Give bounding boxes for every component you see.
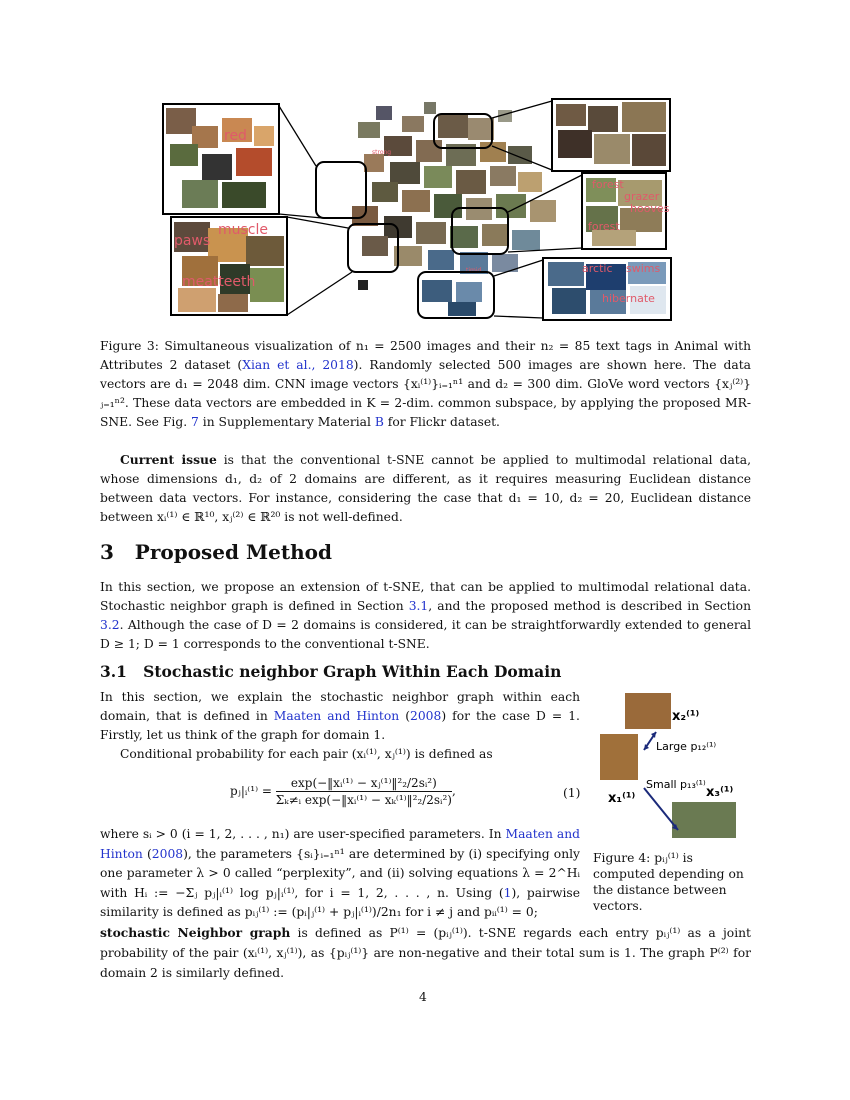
tag-red: red — [224, 128, 247, 144]
central-image-cloud — [352, 102, 556, 316]
section-3-1-ref[interactable]: 3.1 — [408, 599, 429, 613]
equation-fraction — [276, 776, 452, 807]
tag-timid: timid — [466, 267, 482, 274]
tag-muscle: muscle — [218, 222, 269, 238]
equation-lhs: pⱼ|ᵢ⁽¹⁾ = — [230, 784, 272, 798]
label-large-p12: Large p₁₂⁽¹⁾ — [656, 740, 717, 753]
caption-label: Figure 3: — [100, 339, 159, 353]
dog-image — [600, 734, 638, 780]
fig-7-ref[interactable]: 7 — [191, 415, 199, 429]
tag-strong: strong — [372, 149, 392, 156]
equation-1: pⱼ|ᵢ⁽¹⁾ = $\frac{\text{exp(−‖xᵢ⁽¹⁾ − xⱼ⁽¹⁾‖²₂/2sᵢ²)}}{\text{Σₖ≠ᵢ exp(−‖xᵢ⁽¹⁾ − xₖ⁽¹⁾‖²₂/2sᵢ²)}}$ , — [230, 776, 456, 807]
section-3-1-paragraph-1: In this section, we explain the stochastic neighbor graph within each domain, that is defined in Maaten and Hinton (2008) for the case D = 1. Firstly, let us think of the graph for domain 1. Conditional probability for each pair (xᵢ⁽¹⁾, xⱼ⁽¹⁾) is defined as — [100, 688, 580, 764]
section-3-1-paragraph-2: where sᵢ > 0 (i = 1, 2, . . . , n₁) are user-specified parameters. In Maaten and Hinton (2008), the parameters {sᵢ}ᵢ₌₁ⁿ¹ are determined by (i) specifying only one parameter λ > 0 called “perplexity”, and (ii) solving equations λ = 2^Hᵢ with Hᵢ := −Σⱼ pⱼ|ᵢ⁽¹⁾ log pⱼ|ᵢ⁽¹⁾, for i = 1, 2, . . . , n. Using (1), pairwise similarity is defined as pᵢⱼ⁽¹⁾ := (pᵢ|ⱼ⁽¹⁾ + pⱼ|ᵢ⁽¹⁾)/2n₁ for i ≠ j and pᵢᵢ⁽¹⁾ = 0; — [100, 827, 580, 919]
wolf-image — [625, 693, 671, 729]
tag-hibernate: hibernate — [602, 292, 655, 305]
figure-3-caption: Figure 3: Simultaneous visualization of n₁ = 2500 images and their n₂ = 85 text tags in Animal with Attributes 2 dataset (Xian et al., 2018). Randomly selected 500 images are shown here. The data vectors are d₁ = 2048 dim. CNN image vectors {xᵢ⁽¹⁾}ᵢ₌₁ⁿ¹ and d₂ = 300 dim. GloVe word vectors {xⱼ⁽²⁾}ⱼ₌₁ⁿ². These data vectors are embedded in K = 2-dim. common subspace, by applying the proposed MR-SNE. See Fig. 7 in Supplementary Material B for Flickr dataset. — [100, 339, 751, 429]
tag-forest: forest — [592, 178, 624, 191]
tag-meatteeth: meatteeth — [182, 274, 256, 290]
elephant-image — [672, 802, 736, 838]
label-x1: x₁⁽¹⁾ — [608, 791, 636, 806]
figure-4-caption: Figure 4: pᵢⱼ⁽¹⁾ is computed depending on the distance between vectors. — [593, 851, 744, 913]
section-3-intro: In this section, we propose an extension of t-SNE, that can be applied to multimodal relational data. Stochastic neighbor graph is defined in Section 3.1, and the proposed method is described in Section 3.2. Although the case of D = 2 domains is considered, it can be straightforwardly extended to general D ≥ 1; D = 1 corresponds to the conventional t-SNE. — [100, 580, 751, 651]
section-3-1-heading: 3.1 Stochastic neighbor Graph Within Each Domain — [100, 662, 562, 681]
figure-3-image-cloud — [162, 96, 674, 322]
tag-forest-2: forest — [588, 220, 620, 233]
citation-xian[interactable]: Xian et al., 2018 — [242, 358, 354, 372]
page-number: 4 — [419, 990, 427, 1004]
tag-grazer: grazer — [624, 190, 660, 203]
section-3-heading: 3 Proposed Method — [100, 540, 332, 564]
section-3-1-paragraph-3: stochastic Neighbor graph is defined as P⁽¹⁾ = (pᵢⱼ⁽¹⁾). t-SNE regards each entry pᵢⱼ⁽¹⁾ as a joint probability of the pair (xᵢ⁽¹⁾, xⱼ⁽¹⁾), as {pᵢⱼ⁽¹⁾} are non-negative and their total sum is 1. The graph P⁽²⁾ for domain 2 is similarly defined. — [100, 925, 751, 980]
tag-hooves: hooves — [630, 202, 670, 215]
callout-images-strong — [556, 102, 666, 166]
conditional-probability-intro: Conditional probability for each pair (xᵢ⁽¹⁾, xⱼ⁽¹⁾) is defined as — [120, 747, 493, 761]
tag-arctic: arctic — [582, 262, 613, 275]
equation-1-ref[interactable]: 1 — [503, 885, 512, 900]
citation-maaten[interactable]: Maaten and Hinton — [273, 709, 400, 723]
label-x2: x₂⁽¹⁾ — [672, 709, 700, 724]
citation-maaten-2[interactable]: Maaten and Hinton — [100, 827, 580, 861]
figure-4-diagram — [592, 690, 762, 840]
section-3-2-ref[interactable]: 3.2 — [100, 618, 120, 632]
tag-paws: paws — [174, 233, 211, 249]
equation-numerator: exp(−‖xᵢ⁽¹⁾ − xⱼ⁽¹⁾‖²₂/2sᵢ²) — [276, 776, 452, 792]
equation-1-number: (1) — [563, 786, 581, 800]
current-issue-paragraph: Current issue is that the conventional t-SNE cannot be applied to multimodal relational data, whose dimensions d₁, d₂ of 2 domains are different, as it requires measuring Euclidean distance between data vectors. For instance, considering the case that d₁ = 10, d₂ = 20, Euclidean distance between xᵢ⁽¹⁾ ∈ ℝ¹⁰, xⱼ⁽²⁾ ∈ ℝ²⁰ is not well-defined. — [100, 452, 751, 524]
tag-swims: swims — [626, 262, 661, 275]
label-x3: x₃⁽¹⁾ — [706, 785, 734, 800]
citation-maaten-year-2[interactable]: 2008 — [151, 846, 184, 861]
equation-denominator: Σₖ≠ᵢ exp(−‖xᵢ⁽¹⁾ − xₖ⁽¹⁾‖²₂/2sᵢ²) — [275, 793, 452, 807]
supp-b-ref[interactable]: B — [374, 415, 384, 429]
label-small-p13: Small p₁₃⁽¹⁾ — [646, 778, 706, 791]
citation-maaten-year[interactable]: 2008 — [410, 709, 442, 723]
